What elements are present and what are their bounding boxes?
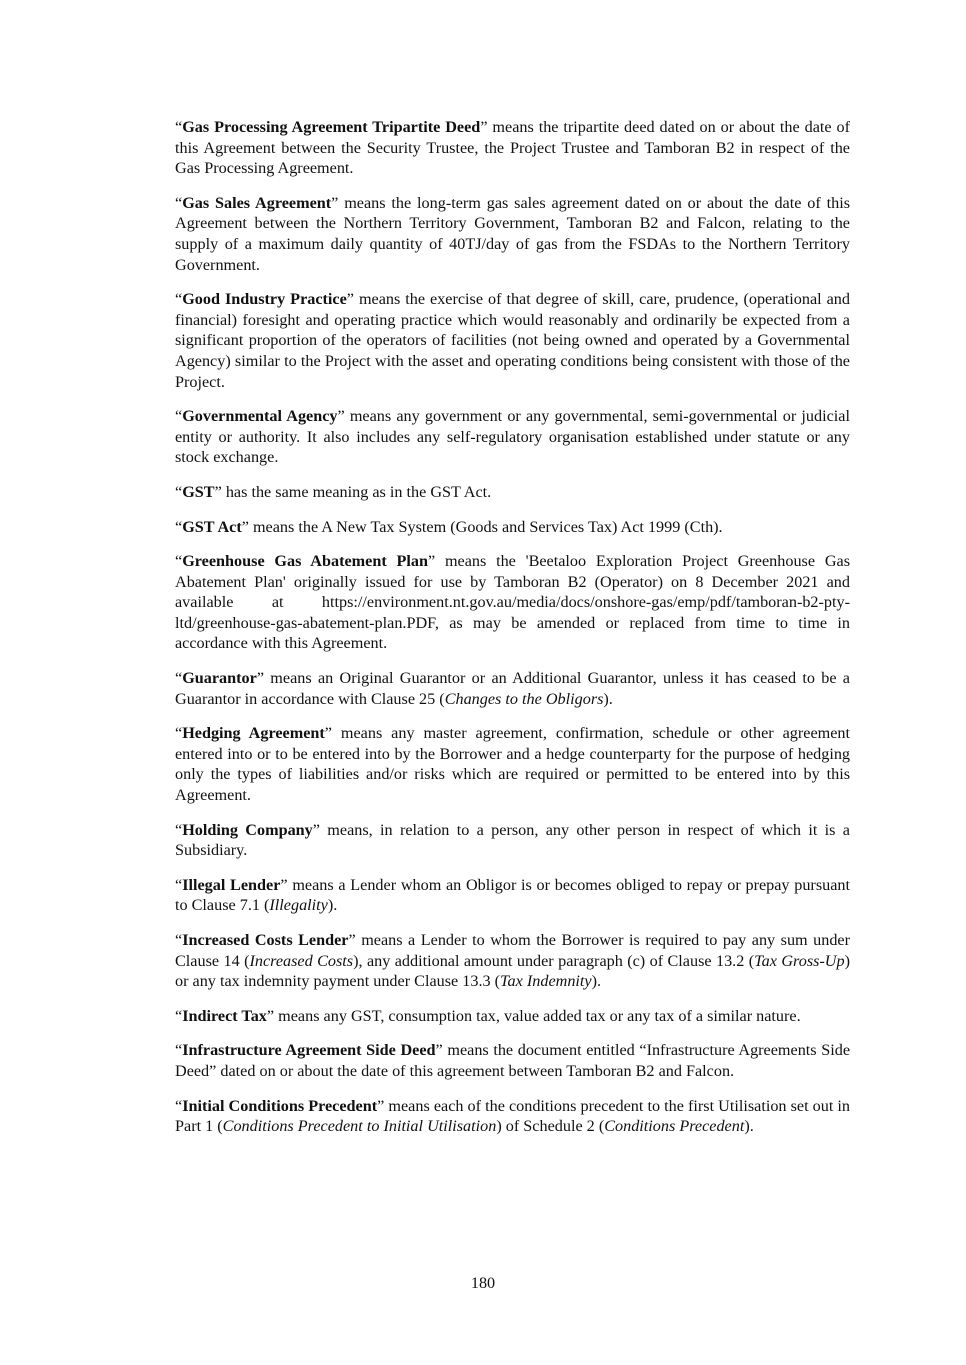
definition-text: ” means the A New Tax System (Goods and Services Tax) Act 1999 (Cth). bbox=[241, 517, 723, 536]
definition-text: “ bbox=[175, 820, 183, 839]
defined-term: Good Industry Practice bbox=[182, 290, 347, 309]
definition-paragraph bbox=[175, 930, 850, 992]
defined-term: Governmental Agency bbox=[182, 407, 338, 426]
definition-text: “ bbox=[175, 1041, 183, 1060]
defined-term: Indirect Tax bbox=[182, 1006, 267, 1025]
definition-text: “ bbox=[175, 290, 183, 309]
defined-term: Hedging Agreement bbox=[182, 724, 325, 743]
definition-paragraph bbox=[175, 875, 850, 916]
clause-reference-title: Illegality bbox=[269, 896, 328, 915]
defined-term: Initial Conditions Precedent bbox=[182, 1096, 378, 1115]
defined-term: Holding Company bbox=[182, 820, 313, 839]
definition-text: “ bbox=[175, 482, 183, 501]
definition-text: ). bbox=[327, 896, 338, 915]
definition-paragraph bbox=[175, 723, 850, 805]
definition-text: ” means the document entitled “Infrastructure Agreements Side Deed” dated on or about the date of this agreement between Tamboran B2 and Falcon. bbox=[175, 1041, 851, 1080]
definition-text: ” has the same meaning as in the GST Act. bbox=[214, 482, 492, 501]
clause-reference-title: Changes to the Obligors bbox=[444, 689, 604, 708]
definition-text: ” means the tripartite deed dated on or about the date of this Agreement between the Security Trustee, the Project Trustee and Tamboran B2 in respect of the Gas Processing Agreement. bbox=[175, 118, 850, 178]
definition-text: ). bbox=[744, 1117, 754, 1136]
defined-term: Guarantor bbox=[182, 669, 257, 688]
definition-paragraph bbox=[175, 289, 850, 392]
definition-text: ” means any master agreement, confirmation, schedule or other agreement entered into or to be entered into by the Borrower and a hedge counterparty for the purpose of hedging only the types of liabilities and/or risks which are required or permitted to be entered into by this Agreement. bbox=[175, 724, 851, 805]
definition-text: ” means an Original Guarantor or an Additional Guarantor, unless it has ceased to be a Guarantor in accordance with Clause 25 ( bbox=[175, 669, 850, 708]
definition-paragraph bbox=[175, 1006, 850, 1027]
definition-paragraph bbox=[175, 820, 850, 861]
definition-text: ” means a Lender to whom the Borrower is required to pay any sum under Clause 14 ( bbox=[175, 931, 850, 970]
definition-text: ) of Schedule 2 ( bbox=[496, 1117, 605, 1136]
definition-text: ” means any GST, consumption tax, value added tax or any tax of a similar nature. bbox=[266, 1006, 801, 1025]
definition-text: “ bbox=[175, 193, 183, 212]
definition-text: ” means any government or any governmental, semi-governmental or judicial entity or authority. It also includes any self-regulatory organisation established under statute or any stock exchange. bbox=[175, 407, 850, 467]
definition-paragraph bbox=[175, 117, 850, 179]
clause-reference-title: Increased Costs bbox=[249, 951, 354, 970]
definition-text: “ bbox=[175, 118, 183, 136]
definition-text: “ bbox=[175, 552, 183, 571]
clause-reference-title: Conditions Precedent bbox=[604, 1117, 745, 1136]
defined-term: GST bbox=[182, 482, 215, 501]
definition-text: ” means, in relation to a person, any other person in respect of which it is a Subsidiary. bbox=[175, 820, 850, 860]
definition-text: ). bbox=[591, 972, 602, 991]
defined-term: Greenhouse Gas Abatement Plan bbox=[182, 552, 428, 571]
definition-paragraph bbox=[175, 1040, 850, 1081]
definition-text: “ bbox=[175, 669, 183, 688]
clause-reference-title: Tax Gross-Up bbox=[754, 951, 845, 970]
definition-text: ” means the 'Beetaloo Exploration Project Greenhouse Gas Abatement Plan' originally issued for use by Tamboran B2 (Operator) on 8 December 2021 and available at https://environment.nt.gov.au/media/docs/onshore-gas/emp/pdf/tamboran-b2-pty-ltd/greenhouse-gas-abatement-plan.PDF, as may be amended or replaced from time to time in accordance with this Agreement. bbox=[175, 552, 850, 653]
definition-text: “ bbox=[175, 1006, 183, 1025]
defined-term: Infrastructure Agreement Side Deed bbox=[182, 1041, 436, 1060]
definition-paragraph bbox=[175, 193, 850, 275]
defined-term: GST Act bbox=[182, 517, 242, 536]
definition-text: “ bbox=[175, 931, 183, 949]
definition-paragraph bbox=[175, 1096, 850, 1137]
defined-term: Gas Processing Agreement Tripartite Deed bbox=[182, 118, 481, 136]
defined-term: Increased Costs Lender bbox=[182, 931, 349, 949]
definition-text: ), any additional amount under paragraph (c) of Clause 13.2 ( bbox=[353, 951, 755, 970]
definition-text: ” means each of the conditions precedent to the first Utilisation set out in Part 1 ( bbox=[175, 1096, 851, 1136]
definition-text: ) or any tax indemnity payment under Clause 13.3 ( bbox=[175, 951, 850, 991]
definition-paragraph bbox=[175, 482, 850, 503]
definition-paragraph bbox=[175, 551, 850, 654]
definition-text: ” means a Lender whom an Obligor is or becomes obliged to repay or prepay pursuant to Clause 7.1 ( bbox=[175, 875, 850, 915]
definition-text: “ bbox=[175, 407, 183, 426]
definitions-body bbox=[175, 117, 850, 1151]
definition-text: “ bbox=[175, 1096, 183, 1115]
definition-text: ” means the exercise of that degree of skill, care, prudence, (operational and financial) foresight and operating practice which would reasonably and ordinarily be expected from a significant proportion of the operators of facilities (not being owned and operated by a Governmental Agency) similar to the Project with the asset and operating conditions being consistent with those of the Project. bbox=[175, 290, 850, 391]
definition-text: “ bbox=[175, 517, 183, 536]
definition-paragraph bbox=[175, 517, 850, 538]
definition-text: ). bbox=[603, 689, 613, 708]
clause-reference-title: Conditions Precedent to Initial Utilisation bbox=[222, 1117, 497, 1136]
clause-reference-title: Tax Indemnity bbox=[500, 972, 592, 991]
definition-paragraph bbox=[175, 406, 850, 468]
page-number: 180 bbox=[470, 1274, 496, 1292]
defined-term: Illegal Lender bbox=[182, 875, 281, 894]
definition-text: ” means the long-term gas sales agreement dated on or about the date of this Agreement between the Northern Territory Government, Tamboran B2 and Falcon, relating to the supply of a maximum daily quantity of 40TJ/day of gas from the FSDAs to the Northern Territory Government. bbox=[175, 193, 850, 274]
definition-paragraph bbox=[175, 668, 850, 709]
defined-term: Gas Sales Agreement bbox=[182, 193, 332, 212]
definition-text: “ bbox=[175, 875, 183, 894]
definition-text: “ bbox=[175, 724, 183, 743]
